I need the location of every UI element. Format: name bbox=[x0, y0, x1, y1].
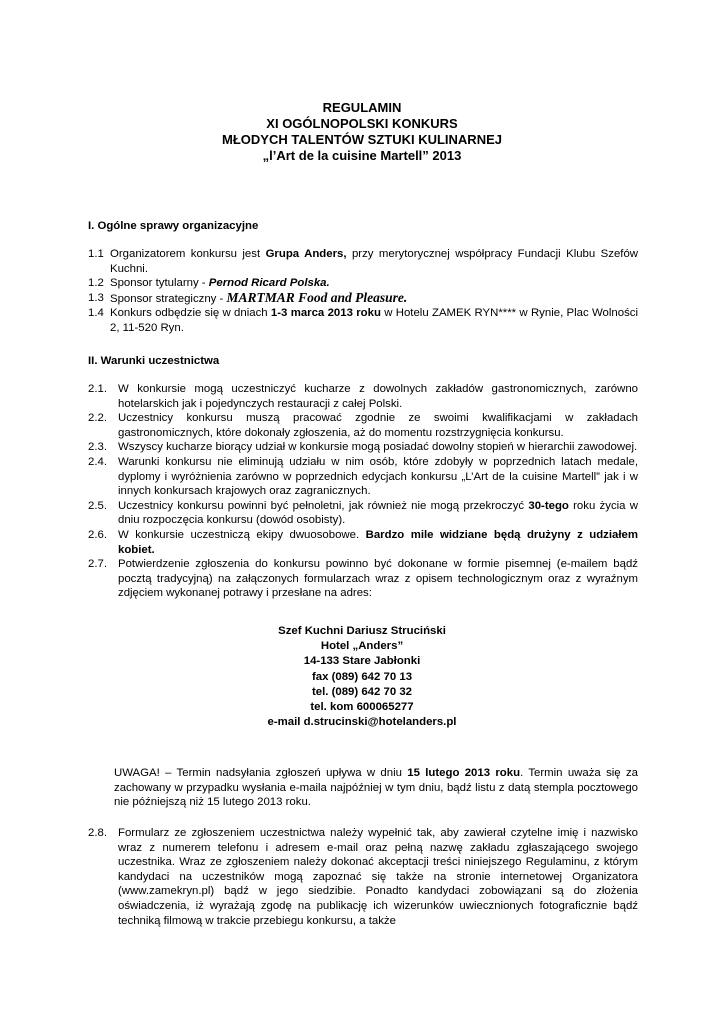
title-line-4: „l’Art de la cuisine Martell” 2013 bbox=[262, 148, 462, 163]
item-text: Potwierdzenie zgłoszenia do konkursu powinno być dokonane w formie pisemnej (e-mailem bądź pocztą tradycyjną) na załączonych formularzach wraz z opisem technologicznym oraz z wyraźnym zdjęciem wykonanej potrawy i przesłane na adres: bbox=[118, 558, 638, 600]
notice-date: 15 lutego 2013 roku bbox=[407, 767, 521, 779]
address-tel: tel. (089) 642 70 32 bbox=[311, 685, 413, 698]
item-text: przy merytorycznej współpracy Fundacji Klubu Szefów Kuchni. bbox=[110, 248, 639, 275]
item-bold-italic: Pernod Ricard Polska. bbox=[208, 277, 330, 290]
section-1-list bbox=[88, 247, 638, 336]
item-text: Organizatorem konkursu jest bbox=[110, 248, 266, 260]
notice-text: UWAGA! – Termin nadsyłania zgłoszeń upływa w dniu bbox=[114, 767, 408, 779]
list-item bbox=[88, 291, 638, 307]
item-text: Uczestnicy konkursu powinni być pełnoletni, jak również nie mogą przekroczyć bbox=[118, 499, 529, 512]
section-2-list bbox=[88, 382, 639, 601]
title-line-1: REGULAMIN bbox=[322, 100, 402, 115]
address-name: Szef Kuchni Dariusz Struciński bbox=[278, 625, 446, 637]
list-item bbox=[88, 455, 638, 499]
item-bold: 1-3 marca 2013 roku bbox=[270, 307, 381, 320]
item-number: 2.3. bbox=[88, 441, 107, 454]
item-bold: Bardzo mile widziane będą drużyny z udziałem kobiet. bbox=[118, 528, 639, 556]
list-item bbox=[88, 826, 638, 928]
list-item bbox=[88, 528, 639, 557]
item-number: 2.5. bbox=[88, 499, 107, 512]
list-item bbox=[88, 247, 638, 276]
item-text: w Hotelu ZAMEK RYN**** w Rynie, Plac Wolności 2, 11-520 Ryn. bbox=[110, 307, 639, 334]
address-hotel: Hotel „Anders” bbox=[320, 640, 404, 653]
item-text: Formularz ze zgłoszeniem uczestnictwa należy wypełnić tak, aby zawierał czytelne imię i nazwisko wraz z numerem telefonu i adresem e-mail oraz pełną nazwę zakładu zgłaszającego swojego uczestnika. Wraz ze zgłoszeniem należy dokonać akceptacji treści niniejszego Regulaminu, z którym kandydaci na uczestników mogą zapoznać się także na stronie internetowej Organizatora (www.zamekryn.pl) bądź w jego siedzibie. Ponadto kandydaci zobowiązani są do złożenia oświadczenia, iż wyrażają zgodę na publikację ich wizerunków uwiecznionych fotograficznie bądź techniką filmową w trakcie przebiegu konkursu, a także bbox=[118, 827, 638, 927]
list-item bbox=[88, 557, 638, 601]
item-text: W konkursie mogą uczestniczyć kucharze z dowolnych zakładów gastronomicznych, zarówno hotelarskich jak i pojedynczych restauracji z całej Polski. bbox=[118, 383, 638, 410]
notice-text: . Termin uważa się za zachowany w przypadku wysłania e-maila najpóźniej w tym dniu, bądź listu z datą stempla pocztowego nie później​szą niż 15 lutego 2013 roku. bbox=[114, 767, 638, 809]
item-text: Sponsor tytularny - bbox=[110, 277, 209, 290]
item-text: Konkurs odbędzie się w dniach bbox=[110, 307, 271, 320]
title-line-3: MŁODYCH TALENTÓW SZTUKI KULINARNEJ bbox=[222, 132, 502, 147]
list-item bbox=[88, 499, 638, 528]
section-1-heading: I. Ogólne sprawy organizacyjne bbox=[88, 220, 259, 232]
item-text: Wszyscy kucharze biorący udział w konkursie mogą posiadać dowolny stopień w hierarchii zawodowej. bbox=[118, 441, 638, 454]
address-tel-kom: tel. kom 600065277 bbox=[310, 701, 414, 714]
item-number: 2.4. bbox=[88, 455, 107, 468]
item-text: roku życia w dniu rozpoczęcia konkursu (dowód osobisty). bbox=[118, 499, 638, 527]
section-2-heading: II. Warunki uczestnictwa bbox=[88, 355, 220, 367]
list-item bbox=[88, 411, 638, 440]
list-item bbox=[88, 440, 638, 455]
item-bold: Grupa Anders, bbox=[265, 248, 347, 260]
address-city: 14-133 Stare Jabłonki bbox=[303, 655, 421, 668]
item-text: Warunki konkursu nie eliminują udziału w nim osób, które zdobyły w poprzednich latach medale, dyplomy i wyróżnienia zarówno w poprzednich edycjach konkursu „L’Art de la cuisine Martell” jak i w innych konkursach krajowych oraz zagranicznych. bbox=[118, 455, 638, 498]
item-bold: 30-tego bbox=[528, 499, 569, 512]
item-number: 2.7. bbox=[88, 558, 107, 571]
address-fax: fax (089) 642 70 13 bbox=[311, 670, 413, 683]
item-text: Uczestnicy konkursu muszą pracować zgodnie ze swoimi kwalifikacjami w zakładach gastronomicznych, które dokonały zgłoszenia, aż do momentu rozstrzygnięcia konkursu. bbox=[118, 412, 638, 439]
item-number: 1.2 bbox=[88, 277, 104, 290]
item-number: 2.6. bbox=[88, 528, 107, 541]
title-line-2: XI OGÓLNOPOLSKI KONKURS bbox=[266, 116, 458, 131]
item-number: 2.2. bbox=[88, 412, 107, 425]
list-item bbox=[88, 306, 638, 335]
list-item bbox=[88, 382, 638, 411]
item-number: 2.8. bbox=[88, 827, 107, 839]
address-email: e-mail d.strucinski@hotelanders.pl bbox=[267, 716, 457, 729]
item-number: 2.1. bbox=[88, 383, 107, 395]
sponsor-name: MARTMAR Food and Pleasure. bbox=[226, 289, 408, 305]
item-number: 1.4 bbox=[88, 307, 104, 320]
deadline-notice bbox=[114, 766, 638, 810]
item-number: 1.1 bbox=[88, 248, 104, 260]
item-number: 1.3 bbox=[88, 291, 104, 304]
section-2-item-8 bbox=[88, 826, 638, 928]
list-item bbox=[88, 276, 638, 291]
document-title bbox=[0, 100, 724, 164]
item-text: W konkursie uczestniczą ekipy dwuosobowe. bbox=[118, 528, 366, 541]
address-block bbox=[0, 624, 724, 730]
item-text: Sponsor strategiczny - bbox=[110, 292, 227, 305]
